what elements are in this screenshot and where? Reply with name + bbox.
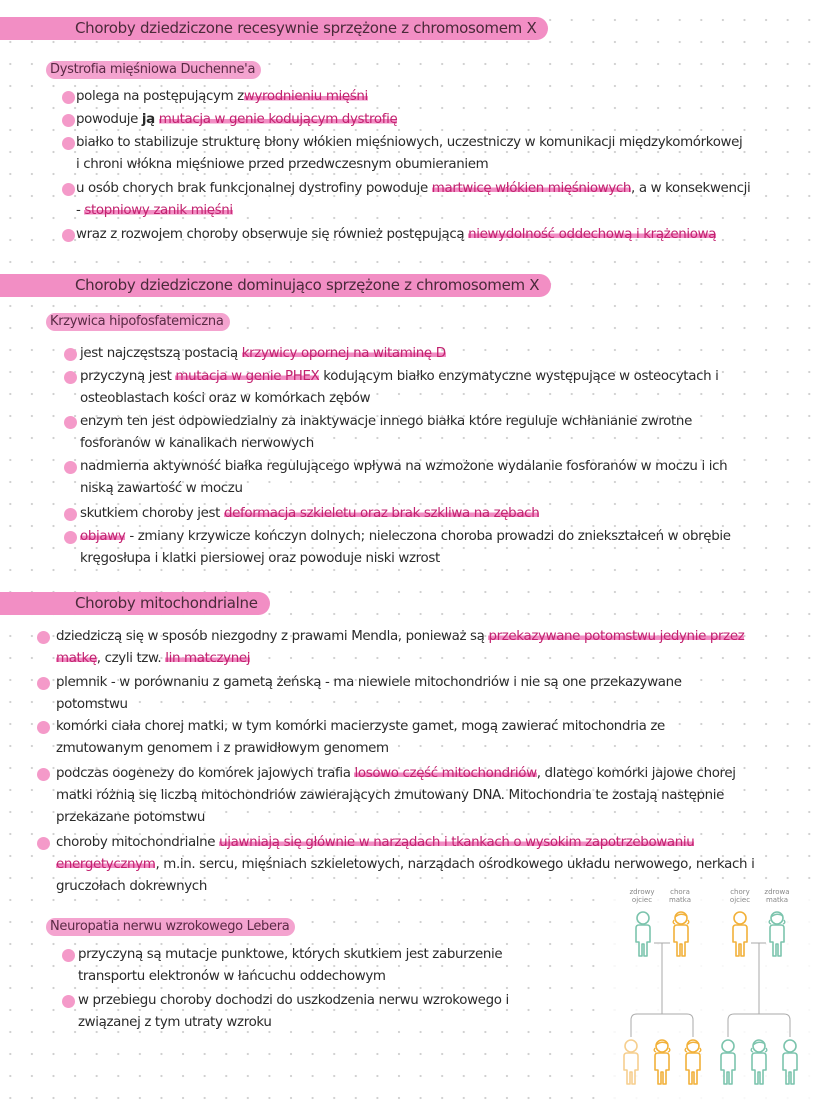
bullet-icon xyxy=(62,183,75,196)
text-span: wraz z rozwojem choroby obserwuje się również postępującą xyxy=(76,227,469,242)
text-span: , czyli tzw. xyxy=(96,651,166,666)
highlighted-text: objawy xyxy=(80,529,126,544)
list-item xyxy=(76,86,368,108)
text-line xyxy=(56,854,754,876)
text-line xyxy=(56,807,736,829)
text-span: jest najczęstszą postacią xyxy=(80,346,242,361)
highlighted-text: mutacja w genie kodującym dystrofię xyxy=(158,112,398,127)
text-span: przyczyną jest xyxy=(80,369,176,384)
bullet-icon xyxy=(64,371,77,384)
highlighted-text: wyrodnieniu mięśni xyxy=(243,89,368,104)
bullet-icon xyxy=(64,348,77,361)
text-span: białko to stabilizuje strukturę błony włókien mięśniowych, uczestniczy w komunikacji międzykomórkowej xyxy=(76,135,743,150)
text-span: podczas oogenezy do komórek jajowych trafia xyxy=(56,766,355,781)
bullet-icon xyxy=(37,677,50,690)
text-span: w przebiegu choroby dochodzi do uszkodzenia nerwu wzrokowego i xyxy=(78,993,509,1008)
text-line xyxy=(56,785,736,807)
label-sick-father: chory ojciec xyxy=(729,888,751,904)
text-span: , m.in. sercu, mięśniach szkieletowych, narządach ośrodkowego układu nerwowego, nerkach i xyxy=(155,857,755,872)
bullet-icon xyxy=(62,949,75,962)
text-line xyxy=(76,86,368,108)
text-line xyxy=(80,548,731,570)
list-item xyxy=(80,503,539,525)
highlighted-text: martwicę włókien mięśniowych xyxy=(431,181,632,196)
bullet-icon xyxy=(62,91,75,104)
highlighted-text: losowo część mitochondriów xyxy=(354,766,537,781)
bullet-icon xyxy=(62,137,75,150)
text-line xyxy=(80,343,446,365)
bullet-icon xyxy=(64,416,77,429)
text-line xyxy=(56,832,754,854)
text-span: niską zawartość w moczu xyxy=(80,481,243,496)
text-span: przekazane potomstwu xyxy=(56,810,206,825)
text-line xyxy=(80,411,692,433)
text-span: osteoblastach kości oraz w komórkach zębów xyxy=(80,391,371,406)
text-line xyxy=(56,626,744,648)
bullet-icon xyxy=(62,114,75,127)
list-item xyxy=(76,178,750,222)
text-line xyxy=(78,1012,509,1034)
highlighted-text: matkę xyxy=(56,651,97,666)
section-banner-x-dominant: Choroby dziedziczone dominująco sprzężone z chromosomem X xyxy=(0,274,551,297)
list-item xyxy=(80,366,719,410)
disease-title-krzywica: Krzywica hipofosfatemiczna xyxy=(46,313,230,331)
list-item xyxy=(76,224,716,246)
bullet-icon xyxy=(37,768,50,781)
text-line xyxy=(80,456,727,478)
highlighted-text: deformacja szkieletu oraz brak szkliwa na zębach xyxy=(223,506,540,521)
highlighted-text: energetycznym xyxy=(56,857,156,872)
text-span: choroby mitochondrialne xyxy=(56,835,220,850)
bullet-icon xyxy=(64,531,77,544)
text-span: dziedziczą się w sposób niezgodny z prawami Mendla, ponieważ są xyxy=(56,629,489,644)
section-banner-x-recessive: Choroby dziedziczone recesywnie sprzężone z chromosomem X xyxy=(0,17,548,40)
text-span: gruczołach dokrewnych xyxy=(56,879,207,894)
inheritance-pedigree-diagram xyxy=(614,884,824,1099)
text-span: kodującym białko enzymatyczne występujące w osteocytach i xyxy=(319,369,719,384)
list-item xyxy=(56,672,682,716)
text-span: potomstwu xyxy=(56,697,128,712)
text-line xyxy=(56,738,665,760)
list-item xyxy=(78,944,502,988)
highlighted-text: niewydolność oddechową i krążeniową xyxy=(468,227,717,242)
highlighted-text: mutacja w genie PHEX xyxy=(175,369,320,384)
section-banner-mito: Choroby mitochondrialne xyxy=(0,592,270,615)
text-line xyxy=(76,224,716,246)
text-line xyxy=(80,526,731,548)
text-span: , a w konsekwencji xyxy=(631,181,751,196)
disease-title-duchenne: Dystrofia mięśniowa Duchenne'a xyxy=(46,61,261,79)
bullet-icon xyxy=(37,721,50,734)
text-line xyxy=(80,366,719,388)
list-item xyxy=(78,990,509,1034)
bullet-icon xyxy=(64,461,77,474)
text-line xyxy=(56,672,682,694)
text-line xyxy=(78,966,502,988)
highlighted-text: lin matczynej xyxy=(165,651,251,666)
text-span: skutkiem choroby jest xyxy=(80,506,224,521)
label-healthy-mother: zdrowa matka xyxy=(764,888,790,904)
text-span: zmutowanym genomem i z prawidłowym genomem xyxy=(56,741,389,756)
highlighted-text: ujawniają się głównie w narządach i tkankach o wysokim zapotrzebowaniu xyxy=(219,835,695,850)
text-line xyxy=(80,388,719,410)
text-line xyxy=(76,178,750,200)
bullet-icon xyxy=(64,508,77,521)
text-span: przyczyną są mutacje punktowe, których skutkiem jest zaburzenie xyxy=(78,947,503,962)
list-item xyxy=(80,411,692,455)
text-line xyxy=(56,694,682,716)
text-span: - xyxy=(76,203,85,218)
text-line xyxy=(56,763,736,785)
text-span: komórki ciała chorej matki, w tym komórki macierzyste gamet, mogą zawierać mitochondria ze xyxy=(56,719,665,734)
text-span: enzym ten jest odpowiedzialny za inaktywacje innego białka które reguluje wchłanianie zwrotne xyxy=(80,414,692,429)
text-span: u osób chorych brak funkcjonalnej dystrofiny powoduje xyxy=(76,181,432,196)
text-span: fosforanów w kanalikach nerwowych xyxy=(80,436,314,451)
highlighted-text: stopniowy zanik mięśni xyxy=(84,203,233,218)
bullet-icon xyxy=(62,995,75,1008)
text-line xyxy=(76,154,742,176)
text-line xyxy=(80,433,692,455)
text-line xyxy=(78,990,509,1012)
bold-text: ją xyxy=(141,112,155,127)
list-item xyxy=(56,626,744,670)
text-span: - zmiany krzywicze kończyn dolnych; nieleczona choroba prowadzi do zniekształceń w obrębie xyxy=(125,529,731,544)
disease-title-lhon: Neuropatia nerwu wzrokowego Lebera xyxy=(46,918,295,936)
bullet-icon xyxy=(62,229,75,242)
text-span: polega na postępującym z xyxy=(76,89,244,104)
text-span: , dlatego komórki jajowe chorej xyxy=(536,766,736,781)
text-line xyxy=(80,478,727,500)
text-span: związanej z tym utraty wzroku xyxy=(78,1015,272,1030)
list-item xyxy=(80,526,731,570)
text-span: transportu elektronów w łańcuchu oddechowym xyxy=(78,969,386,984)
text-line xyxy=(80,503,539,525)
text-line xyxy=(76,109,397,131)
text-span: matki różnią się liczbą mitochondriów zawierających zmutowany DNA. Mitochondria te zostają następnie xyxy=(56,788,725,803)
list-item xyxy=(76,109,397,131)
pedigree-figures-icon xyxy=(614,884,824,1099)
text-line xyxy=(76,132,742,154)
text-span: i chroni włókna mięśniowe przed przedwczesnym obumieraniem xyxy=(76,157,489,172)
label-healthy-father: zdrowy ojciec xyxy=(629,888,655,904)
highlighted-text: krzywicy opornej na witaminę D xyxy=(241,346,446,361)
bullet-icon xyxy=(37,837,50,850)
text-line xyxy=(76,200,750,222)
text-line xyxy=(78,944,502,966)
text-span: nadmierna aktywność białka regulującego wpływa na wzmożone wydalanie fosforanów w moczu i ich xyxy=(80,459,728,474)
list-item xyxy=(80,343,446,365)
text-span: powoduje xyxy=(76,112,142,127)
list-item xyxy=(56,763,736,829)
text-span: plemnik - w porównaniu z gametą żeńską - ma niewiele mitochondriów i nie są one przekazywane xyxy=(56,675,682,690)
text-line xyxy=(56,716,665,738)
list-item xyxy=(76,132,742,176)
highlighted-text: przekazywane potomstwu jedynie przez xyxy=(488,629,745,644)
text-span: kręgosłupa i klatki piersiowej oraz powoduje niski wzrost xyxy=(80,551,440,566)
list-item xyxy=(80,456,727,500)
label-sick-mother: chora matka xyxy=(668,888,692,904)
bullet-icon xyxy=(37,631,50,644)
list-item xyxy=(56,716,665,760)
text-line xyxy=(56,648,744,670)
